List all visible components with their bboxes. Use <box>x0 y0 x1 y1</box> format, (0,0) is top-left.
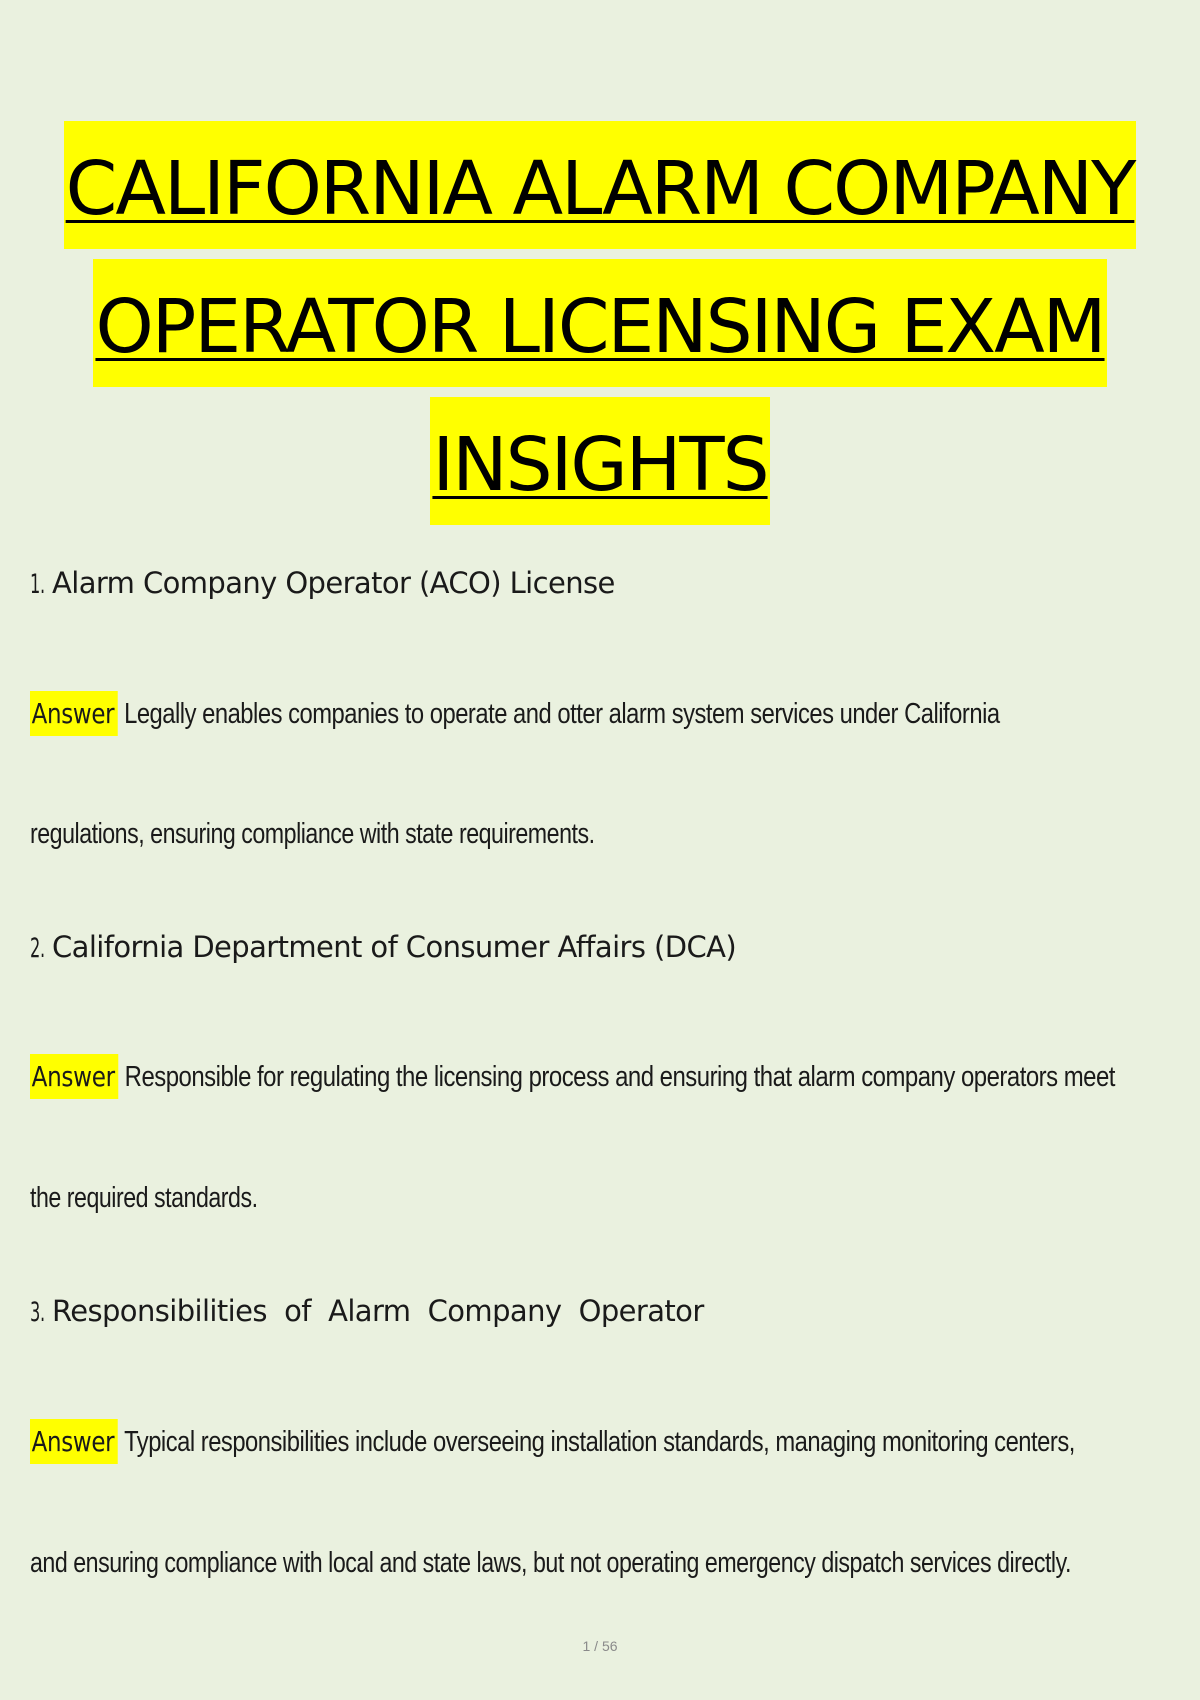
document-title-line-3 <box>0 422 1200 508</box>
answer-1-line-1 <box>30 697 1000 731</box>
question-text: Alarm Company Operator (ACO) License <box>52 566 615 600</box>
answer-2-line-2: the required standards. <box>30 1182 258 1214</box>
answer-label: Answer <box>30 691 118 736</box>
answer-1-line-2: regulations, ensuring compliance with state requirements. <box>30 818 595 850</box>
answer-text: Typical responsibilities include overseeing installation standards, managing monitoring centers, <box>124 1426 1075 1458</box>
question-1 <box>30 566 615 600</box>
question-text: California Department of Consumer Affairs (DCA) <box>52 930 737 964</box>
answer-label: Answer <box>30 1054 118 1099</box>
answer-label: Answer <box>30 1419 118 1464</box>
title-text-3: INSIGHTS <box>430 397 769 525</box>
question-2 <box>30 930 736 964</box>
document-title-line-1 <box>0 146 1200 232</box>
question-3 <box>30 1294 704 1328</box>
answer-text: Legally enables companies to operate and otter alarm system services under California <box>124 698 1000 730</box>
answer-text: Responsible for regulating the licensing process and ensuring that alarm company operators meet <box>124 1061 1115 1093</box>
answer-3-line-2: and ensuring compliance with local and state laws, but not operating emergency dispatch services directly. <box>30 1547 1071 1579</box>
question-number: 2. <box>30 933 45 964</box>
question-text: Responsibilities of Alarm Company Operator <box>52 1294 704 1328</box>
title-text-2: OPERATOR LICENSING EXAM <box>93 259 1106 387</box>
page-number: 1 / 56 <box>582 1638 618 1654</box>
answer-2-line-1 <box>30 1060 1115 1094</box>
document-title-line-2 <box>0 284 1200 370</box>
answer-3-line-1 <box>30 1425 1075 1459</box>
question-number: 3. <box>30 1297 45 1328</box>
question-number: 1. <box>30 569 45 600</box>
title-text-1: CALIFORNIA ALARM COMPANY <box>64 121 1137 249</box>
